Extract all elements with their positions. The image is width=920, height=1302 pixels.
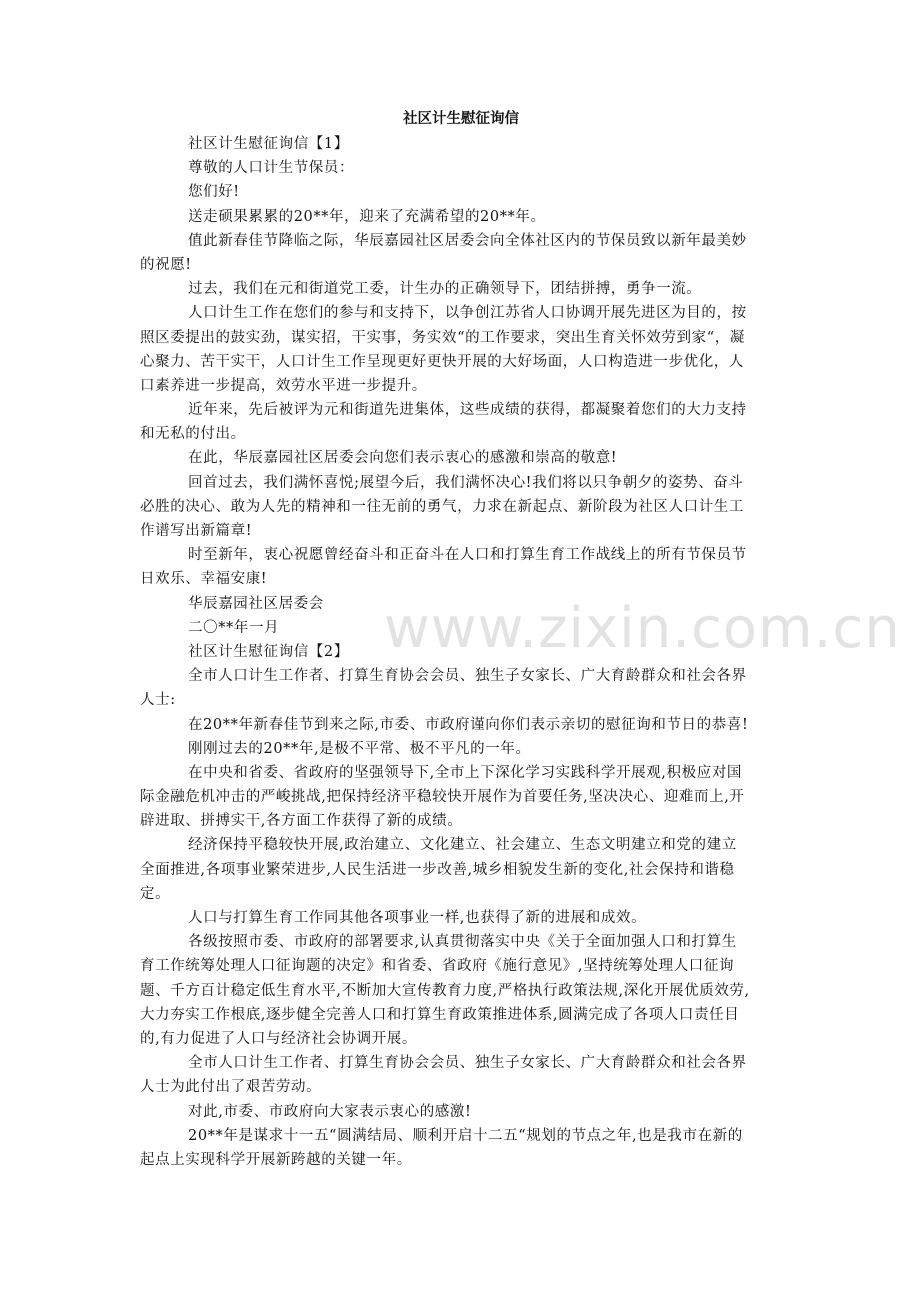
text-line: 各级按照市委、市政府的部署要求,认真贯彻落实中央《关于全面加强人口和打算生 — [188, 934, 737, 951]
text-line: 的,有力促进了人口与经济社会协调开展。 — [140, 1030, 418, 1047]
text-line: 时至新年，衷心祝愿曾经奋斗和正奋斗在人口和打算生育工作战线上的所有节保员节 — [188, 547, 747, 564]
text-line: 起点上实现科学开展新跨越的关键一年。 — [140, 1151, 412, 1168]
text-line: 大力夯实工作根底,逐步健全完善人口和打算生育政策推进体系,圆满完成了各项人口责任目 — [140, 1006, 740, 1023]
text-line: 华辰嘉园社区居委会 — [188, 595, 324, 612]
text-line: 社区计生慰征询信【1】 — [188, 136, 349, 152]
text-line: 全市人口计生工作者、打算生育协会会员、独生子女家长、广大育龄群众和社会各界 — [188, 668, 747, 685]
text-line: 育工作统筹处理人口征询题的决定》和省委、省政府《施行意见》,坚持统筹处理人口征询 — [140, 958, 735, 975]
text-line: 人士: — [140, 692, 176, 709]
text-line: 值此新春佳节降临之际，华辰嘉园社区居委会向全体社区内的节保员致以新年最美妙 — [188, 232, 747, 249]
text-line: 的祝愿! — [140, 256, 192, 273]
text-line: 经济保持平稳较快开展,政治建立、文化建立、社会建立、生态文明建立和党的建立 — [188, 837, 737, 854]
text-line: 20**年是谋求十一五“圆满结局、顺利开启十二五“规划的节点之年,也是我市在新的 — [188, 1127, 743, 1144]
text-line: 全市人口计生工作者、打算生育协会会员、独生子女家长、广大育龄群众和社会各界 — [188, 1055, 747, 1072]
text-line: 二〇**年一月 — [188, 619, 280, 636]
text-line: 对此,市委、市政府向大家表示衷心的感激! — [188, 1103, 472, 1120]
text-line: 在20**年新春佳节到来之际,市委、市政府谨向你们表示亲切的慰征询和节日的恭喜! — [188, 716, 749, 733]
text-line: 日欢乐、幸福安康! — [140, 571, 268, 588]
text-line: 近年来，先后被评为元和街道先进集体，这些成绩的获得，都凝聚着您们的大力支持 — [188, 402, 747, 419]
text-line: 尊敬的人口计生节保员： — [188, 160, 355, 177]
text-line: 际金融危机冲击的严峻挑战,把保持经济平稳较快开展作为首要任务,坚决决心、迎难而上,开 — [140, 789, 745, 806]
text-line: 全面推进,各项事业繁荣进步,人民生活进一步改善,城乡相貌发生新的变化,社会保持和谐稳 — [140, 861, 735, 878]
text-line: 作谱写出新篇章! — [140, 523, 253, 539]
text-line: 在此，华辰嘉园社区居委会向您们表示衷心的感激和崇高的敬意! — [188, 450, 618, 467]
text-line: 社区计生慰征询信【2】 — [188, 643, 349, 660]
text-line: 您们好! — [188, 184, 240, 201]
text-line: 刚刚过去的20**年,是极不平常、极不平凡的一年。 — [188, 740, 531, 757]
text-line: 题、千方百计稳定低生育水平,不断加大宣传教育力度,严格执行政策法规,深化开展优质效劳, — [140, 982, 750, 999]
document-page — [140, 106, 782, 1172]
text-line: 照区委提出的鼓实劲，谋实招，干实事，务实效“的工作要求，突出生育关怀效劳到家“，凝 — [140, 329, 745, 346]
text-line: 人口计生工作在您们的参与和支持下，以争创江苏省人口协调开展先进区为目的，按 — [188, 305, 747, 322]
text-line: 口素养进一步提高，效劳水平进一步提升。 — [140, 377, 427, 394]
text-line: 和无私的付出。 — [140, 426, 246, 443]
text-line: 人士为此付出了艰苦劳动。 — [140, 1079, 322, 1096]
document-title: 社区计生慰征询信 — [403, 110, 519, 127]
watermark-text: www.zixin.com.cn — [384, 596, 901, 661]
text-line: 定。 — [140, 885, 171, 902]
document-body — [140, 132, 782, 1172]
text-line: 送走硕果累累的20**年，迎来了充满希望的20**年。 — [188, 208, 546, 225]
text-line: 必胜的决心、敢为人先的精神和一往无前的勇气，力求在新起点、新阶段为社区人口计生工 — [140, 498, 744, 515]
text-line: 心聚力、苦干实干，人口计生工作呈现更好更快开展的大好场面，人口构造进一步优化，人 — [140, 353, 744, 370]
text-line: 辟进取、拼搏实干,各方面工作获得了新的成绩。 — [140, 813, 463, 830]
text-line: 回首过去，我们满怀喜悦;展望今后，我们满怀决心!我们将以只争朝夕的姿势、奋斗 — [188, 474, 744, 491]
text-line: 在中央和省委、省政府的坚强领导下,全市上下深化学习实践科学开展观,积极应对国 — [188, 764, 743, 781]
text-line: 过去，我们在元和街道党工委，计生办的正确领导下，团结拼搏，勇争一流。 — [188, 281, 702, 298]
text-line: 人口与打算生育工作同其他各项事业一样,也获得了新的进展和成效。 — [188, 910, 647, 926]
